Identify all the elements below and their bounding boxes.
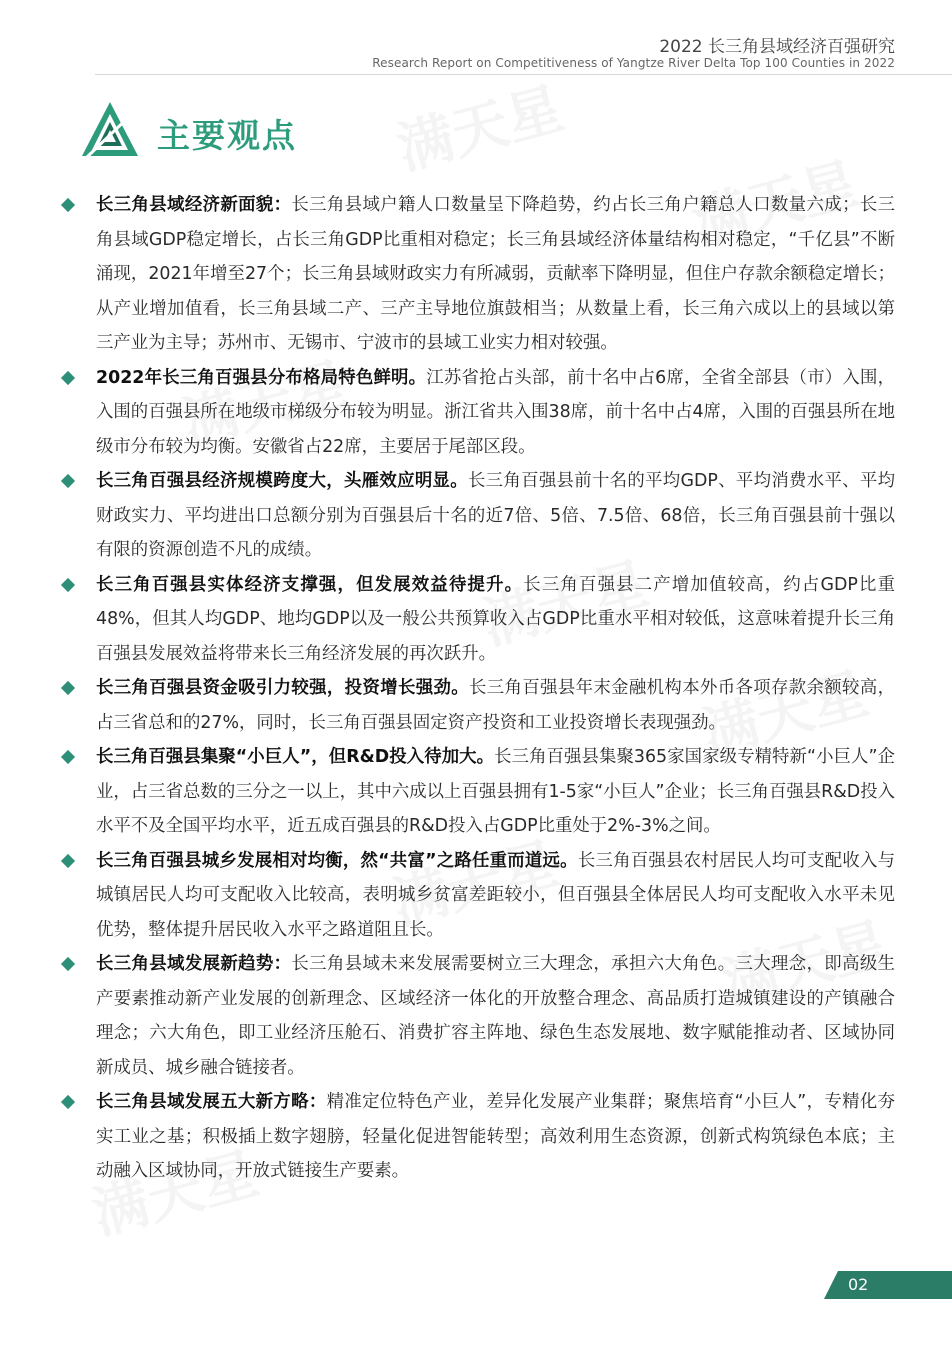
point-lead: 长三角百强县城乡发展相对均衡，然“共富”之路任重而道远。 [96,850,578,871]
point-text: 精准定位特色产业，差异化发展产业集群；聚焦培育“小巨人”，专精化夯实工业之基；积极插上数字翅膀，轻量化促进智能转型；高效利用生态资源，创新式构筑绿色本底；主动融入区域协同，开放式链接生产要素。 [96,1092,895,1181]
diamond-bullet-icon [61,577,75,591]
point-text: 长三角百强县二产增加值较高，约占GDP比重48%，但其人均GDP、地均GDP以及一般公共预算收入占GDP比重水平相对较低，这意味着提升长三角百强县发展效益将带来长三角经济发展的再次跃升。 [96,574,895,664]
point-lead: 长三角县域发展新趋势： [96,954,292,974]
diamond-bullet-icon [61,474,75,488]
report-subtitle: Research Report on Competitiveness of Yangtze River Delta Top 100 Counties in 2022 [372,56,895,70]
point-lead: 长三角县域经济新面貌： [96,195,292,215]
diamond-bullet-icon [61,681,75,695]
list-item [0,188,952,361]
list-item [0,671,952,740]
point-text: 长三角县域未来发展需要树立三大理念，承担六大角色。三大理念，即高级生产要素推动新产业发展的创新理念、区域经济一体化的开放整合理念、高品质打造城镇建设的产镇融合理念；六大角色，即工业经济压舱石、消费扩容主阵地、绿色生态发展地、数字赋能推动者、区域协同新成员、城乡融合链接者。 [96,954,895,1078]
page-number: 02 [848,1275,869,1294]
list-item [0,568,952,672]
report-title: 2022 长三角县域经济百强研究 [659,37,895,57]
watermark [388,65,571,186]
list-item [0,844,952,948]
diamond-bullet-icon [61,198,75,212]
point-lead: 长三角县域发展五大新方略： [96,1092,327,1112]
key-points-list [0,188,952,1189]
list-item [0,361,952,465]
list-item [0,740,952,844]
point-lead: 长三角百强县经济规模跨度大，头雁效应明显。 [96,471,468,491]
page-number-box [824,1271,952,1299]
diamond-bullet-icon [61,370,75,384]
point-text: 长三角百强县前十名的平均GDP、平均消费水平、平均财政实力、平均进出口总额分别为百强县后十名的近7倍、5倍、7.5倍、68倍，长三角百强县前十强以有限的资源创造不凡的成绩。 [96,471,895,560]
point-lead: 长三角百强县资金吸引力较强，投资增长强劲。 [96,678,470,698]
point-text: 长三角百强县农村居民人均可支配收入与城镇居民人均可支配收入比较高，表明城乡贫富差距较小，但百强县全体居民人均可支配收入水平未见优势，整体提升居民收入水平之路道阻且长。 [96,850,895,940]
list-item [0,947,952,1085]
list-item [0,1085,952,1189]
point-lead: 长三角百强县实体经济支撑强，但发展效益待提升。 [96,574,524,595]
diamond-bullet-icon [61,750,75,764]
point-text: 长三角县域户籍人口数量呈下降趋势，约占长三角户籍总人口数量六成；长三角县域GDP稳定增长，占长三角GDP比重相对稳定；长三角县域经济体量结构相对稳定，“千亿县”不断涌现，2021年增至27个；长三角县域财政实力有所减弱，贡献率下降明显，但住户存款余额稳定增长；从产业增加值看，长三角县域二产、三产主导地位旗鼓相当；从数量上看，长三角六成以上的县域以第三产业为主导；苏州市、无锡市、宁波市的县域工业实力相对较强。 [96,195,895,353]
point-lead: 长三角百强县集聚“小巨人”，但R&D投入待加大。 [96,747,495,767]
header-divider [95,74,952,75]
diamond-bullet-icon [61,853,75,867]
point-text: 江苏省抢占头部，前十名中占6席，全省全部县（市）入围，入围的百强县所在地级市梯级分布较为明显。浙江省共入围38席，前十名中占4席，入围的百强县所在地级市分布较为均衡。安徽省占22席，主要居于尾部区段。 [96,367,895,457]
list-item [0,464,952,568]
diamond-bullet-icon [61,1095,75,1109]
section-title: 主要观点 [157,116,297,155]
point-text: 长三角百强县年末金融机构本外币各项存款余额较高，占三省总和的27%，同时，长三角百强县固定资产投资和工业投资增长表现强劲。 [96,678,895,733]
diamond-bullet-icon [61,957,75,971]
point-lead: 2022年长三角百强县分布格局特色鲜明。 [96,367,427,388]
triangle-logo-icon [80,100,140,160]
point-text: 长三角百强县集聚365家国家级专精特新“小巨人”企业，占三省总数的三分之一以上，其中六成以上百强县拥有1-5家“小巨人”企业；长三角百强县R&D投入水平不及全国平均水平，近五成百强县的R&D投入占GDP比重处于2%-3%之间。 [96,747,895,836]
